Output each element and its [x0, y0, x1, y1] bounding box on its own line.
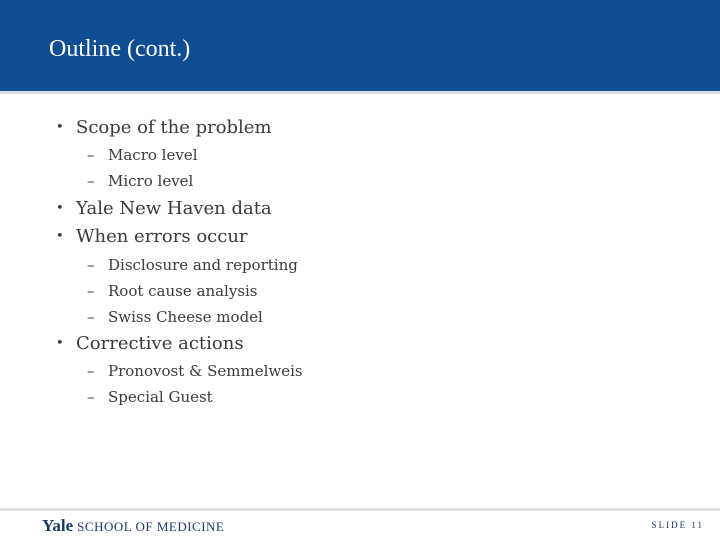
sub-item	[87, 255, 298, 275]
sub-item-text: Pronovost & Semmelweis	[108, 362, 303, 380]
dash-icon: –	[87, 282, 95, 300]
sub-item	[87, 361, 303, 381]
bullet-item	[56, 117, 272, 139]
dash-icon: –	[87, 388, 95, 406]
dash-icon: –	[87, 362, 95, 380]
slide-title: Outline (cont.)	[49, 36, 191, 62]
bullet-text: Yale New Haven data	[76, 198, 272, 219]
sub-item	[87, 307, 263, 327]
bullet-text: Corrective actions	[76, 333, 244, 354]
dash-icon: –	[87, 256, 95, 274]
dash-icon: –	[87, 146, 95, 164]
bullet-text: Scope of the problem	[76, 117, 272, 138]
sub-item-text: Macro level	[108, 146, 198, 164]
sub-item	[87, 387, 213, 407]
bullet-item	[56, 333, 244, 355]
footer-divider	[0, 508, 720, 511]
sub-item	[87, 171, 193, 191]
sub-item-text: Root cause analysis	[108, 282, 258, 300]
bullet-item	[56, 198, 272, 220]
bullet-icon: •	[56, 336, 64, 351]
school-name: SCHOOL OF MEDICINE	[77, 519, 225, 534]
slide-label: SLIDE	[651, 520, 688, 530]
sub-item-text: Disclosure and reporting	[108, 256, 298, 274]
sub-item-text: Swiss Cheese model	[108, 308, 263, 326]
sub-item-text: Micro level	[108, 172, 194, 190]
sub-item	[87, 281, 258, 301]
sub-item-text: Special Guest	[108, 388, 213, 406]
bullet-text: When errors occur	[76, 226, 248, 247]
dash-icon: –	[87, 172, 95, 190]
dash-icon: –	[87, 308, 95, 326]
sub-item	[87, 145, 198, 165]
bullet-icon: •	[56, 229, 64, 244]
logo-word: Yale	[42, 516, 74, 535]
bullet-item	[56, 226, 248, 248]
yale-medicine-logo	[42, 516, 224, 536]
slide-number-value: 11	[691, 520, 704, 530]
slide-number	[652, 520, 704, 530]
bullet-icon: •	[56, 120, 64, 135]
bullet-icon: •	[56, 201, 64, 216]
